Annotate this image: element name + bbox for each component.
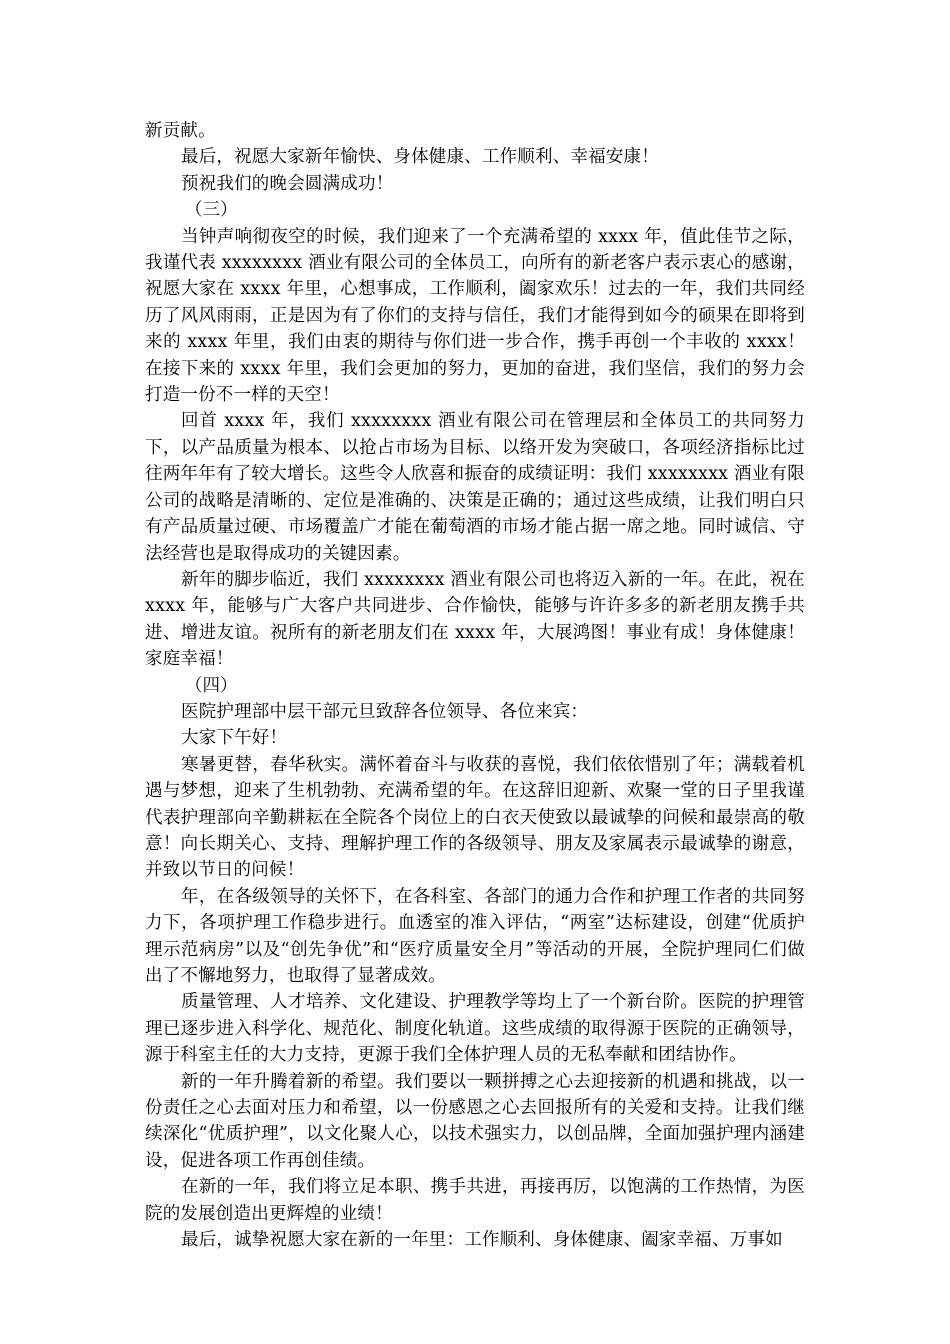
section-heading: （四） <box>185 675 238 696</box>
paragraph: 大家下午好！ <box>181 728 288 749</box>
section-heading: （三） <box>185 200 238 221</box>
paragraph: 新的一年升腾着新的希望。我们要以一颗拼搏之心去迎接新的机遇和挑战，以一份责任之心去面对压力和希望，以一份感恩之心去回报所有的关爱和支持。让我们继续深化“优质护理”，以文化聚人心，以技术强实力，以创品牌，全面加强护理内涵建设，促进各项工作再创佳绩。 <box>145 1071 805 1171</box>
paragraph: 新年的脚步临近，我们 xxxxxxxx 酒业有限公司也将迈入新的一年。在此，祝在 xxxx 年，能够与广大客户共同进步、合作愉快，能够与许许多多的新老朋友携手共进、增进友谊。祝所有的新老朋友们在 xxxx 年，大展鸿图！事业有成！身体健康！家庭幸福！ <box>145 569 805 670</box>
paragraph: 最后，诚挚祝愿大家在新的一年里：工作顺利、身体健康、阖家幸福、万事如 <box>181 1230 783 1251</box>
paragraph: 寒暑更替，春华秋实。满怀着奋斗与收获的喜悦，我们依依惜别了年；满载着机遇与梦想，迎来了生机勃勃、充满希望的年。在这辞旧迎新、欢聚一堂的日子里我谨代表护理部向辛勤耕耘在全院各个岗位上的白衣天使致以最诚挚的问候和最崇高的敬意！向长期关心、支持、理解护理工作的各级领导、朋友及家属表示最诚挚的谢意，并致以节日的问候！ <box>145 754 805 881</box>
paragraph: 当钟声响彻夜空的时候，我们迎来了一个充满希望的 xxxx 年，值此佳节之际，我谨代表 xxxxxxxx 酒业有限公司的全体员工，向所有的新老客户表示衷心的感谢，祝愿大家在 xxxx 年里，心想事成，工作顺利，阖家欢乐！过去的一年，我们共同经历了风风雨雨，正是因为有了你们的支持与信任，我们才能得到如今的硕果在即将到来的 xxxx 年里，我们由衷的期待与你们进一步合作，携手再创一个丰收的 xxxx！在接下来的 xxxx 年里，我们会更加的努力，更加的奋进，我们坚信，我们的努力会打造一份不一样的天空！ <box>145 226 805 406</box>
document-page <box>145 118 805 1253</box>
paragraph: 医院护理部中层干部元旦致辞各位领导、各位来宾： <box>181 701 589 722</box>
paragraph: 新贡献。 <box>145 121 216 141</box>
paragraph: 预祝我们的晚会圆满成功！ <box>181 173 394 194</box>
paragraph: 在新的一年，我们将立足本职、携手共进，再接再厉，以饱满的工作热情，为医院的发展创造出更辉煌的业绩！ <box>145 1177 805 1224</box>
paragraph: 最后，祝愿大家新年愉快、身体健康、工作顺利、幸福安康！ <box>181 147 659 168</box>
paragraph: 回首 xxxx 年，我们 xxxxxxxx 酒业有限公司在管理层和全体员工的共同努力下，以产品质量为根本、以抢占市场为目标、以络开发为突破口，各项经济指标比过往两年年有了较大增长。这些令人欣喜和振奋的成绩证明：我们 xxxxxxxx 酒业有限公司的战略是清晰的、定位是准确的、决策是正确的；通过这些成绩，让我们明白只有产品质量过硬、市场覆盖广才能在葡萄酒的市场才能占据一席之地。同时诚信、守法经营也是取得成功的关键因素。 <box>145 411 805 564</box>
paragraph: 年，在各级领导的关怀下，在各科室、各部门的通力合作和护理工作者的共同努力下，各项护理工作稳步进行。血透室的准入评估，“两室”达标建设，创建“优质护理示范病房”以及“创先争优”和“医疗质量安全月”等活动的开展，全院护理同仁们做出了不懈地努力，也取得了显著成效。 <box>145 886 805 986</box>
paragraph: 质量管理、人才培养、文化建设、护理教学等均上了一个新台阶。医院的护理管理已逐步进入科学化、规范化、制度化轨道。这些成绩的取得源于医院的正确领导，源于科室主任的大力支持，更源于我们全体护理人员的无私奉献和团结协作。 <box>145 992 805 1066</box>
